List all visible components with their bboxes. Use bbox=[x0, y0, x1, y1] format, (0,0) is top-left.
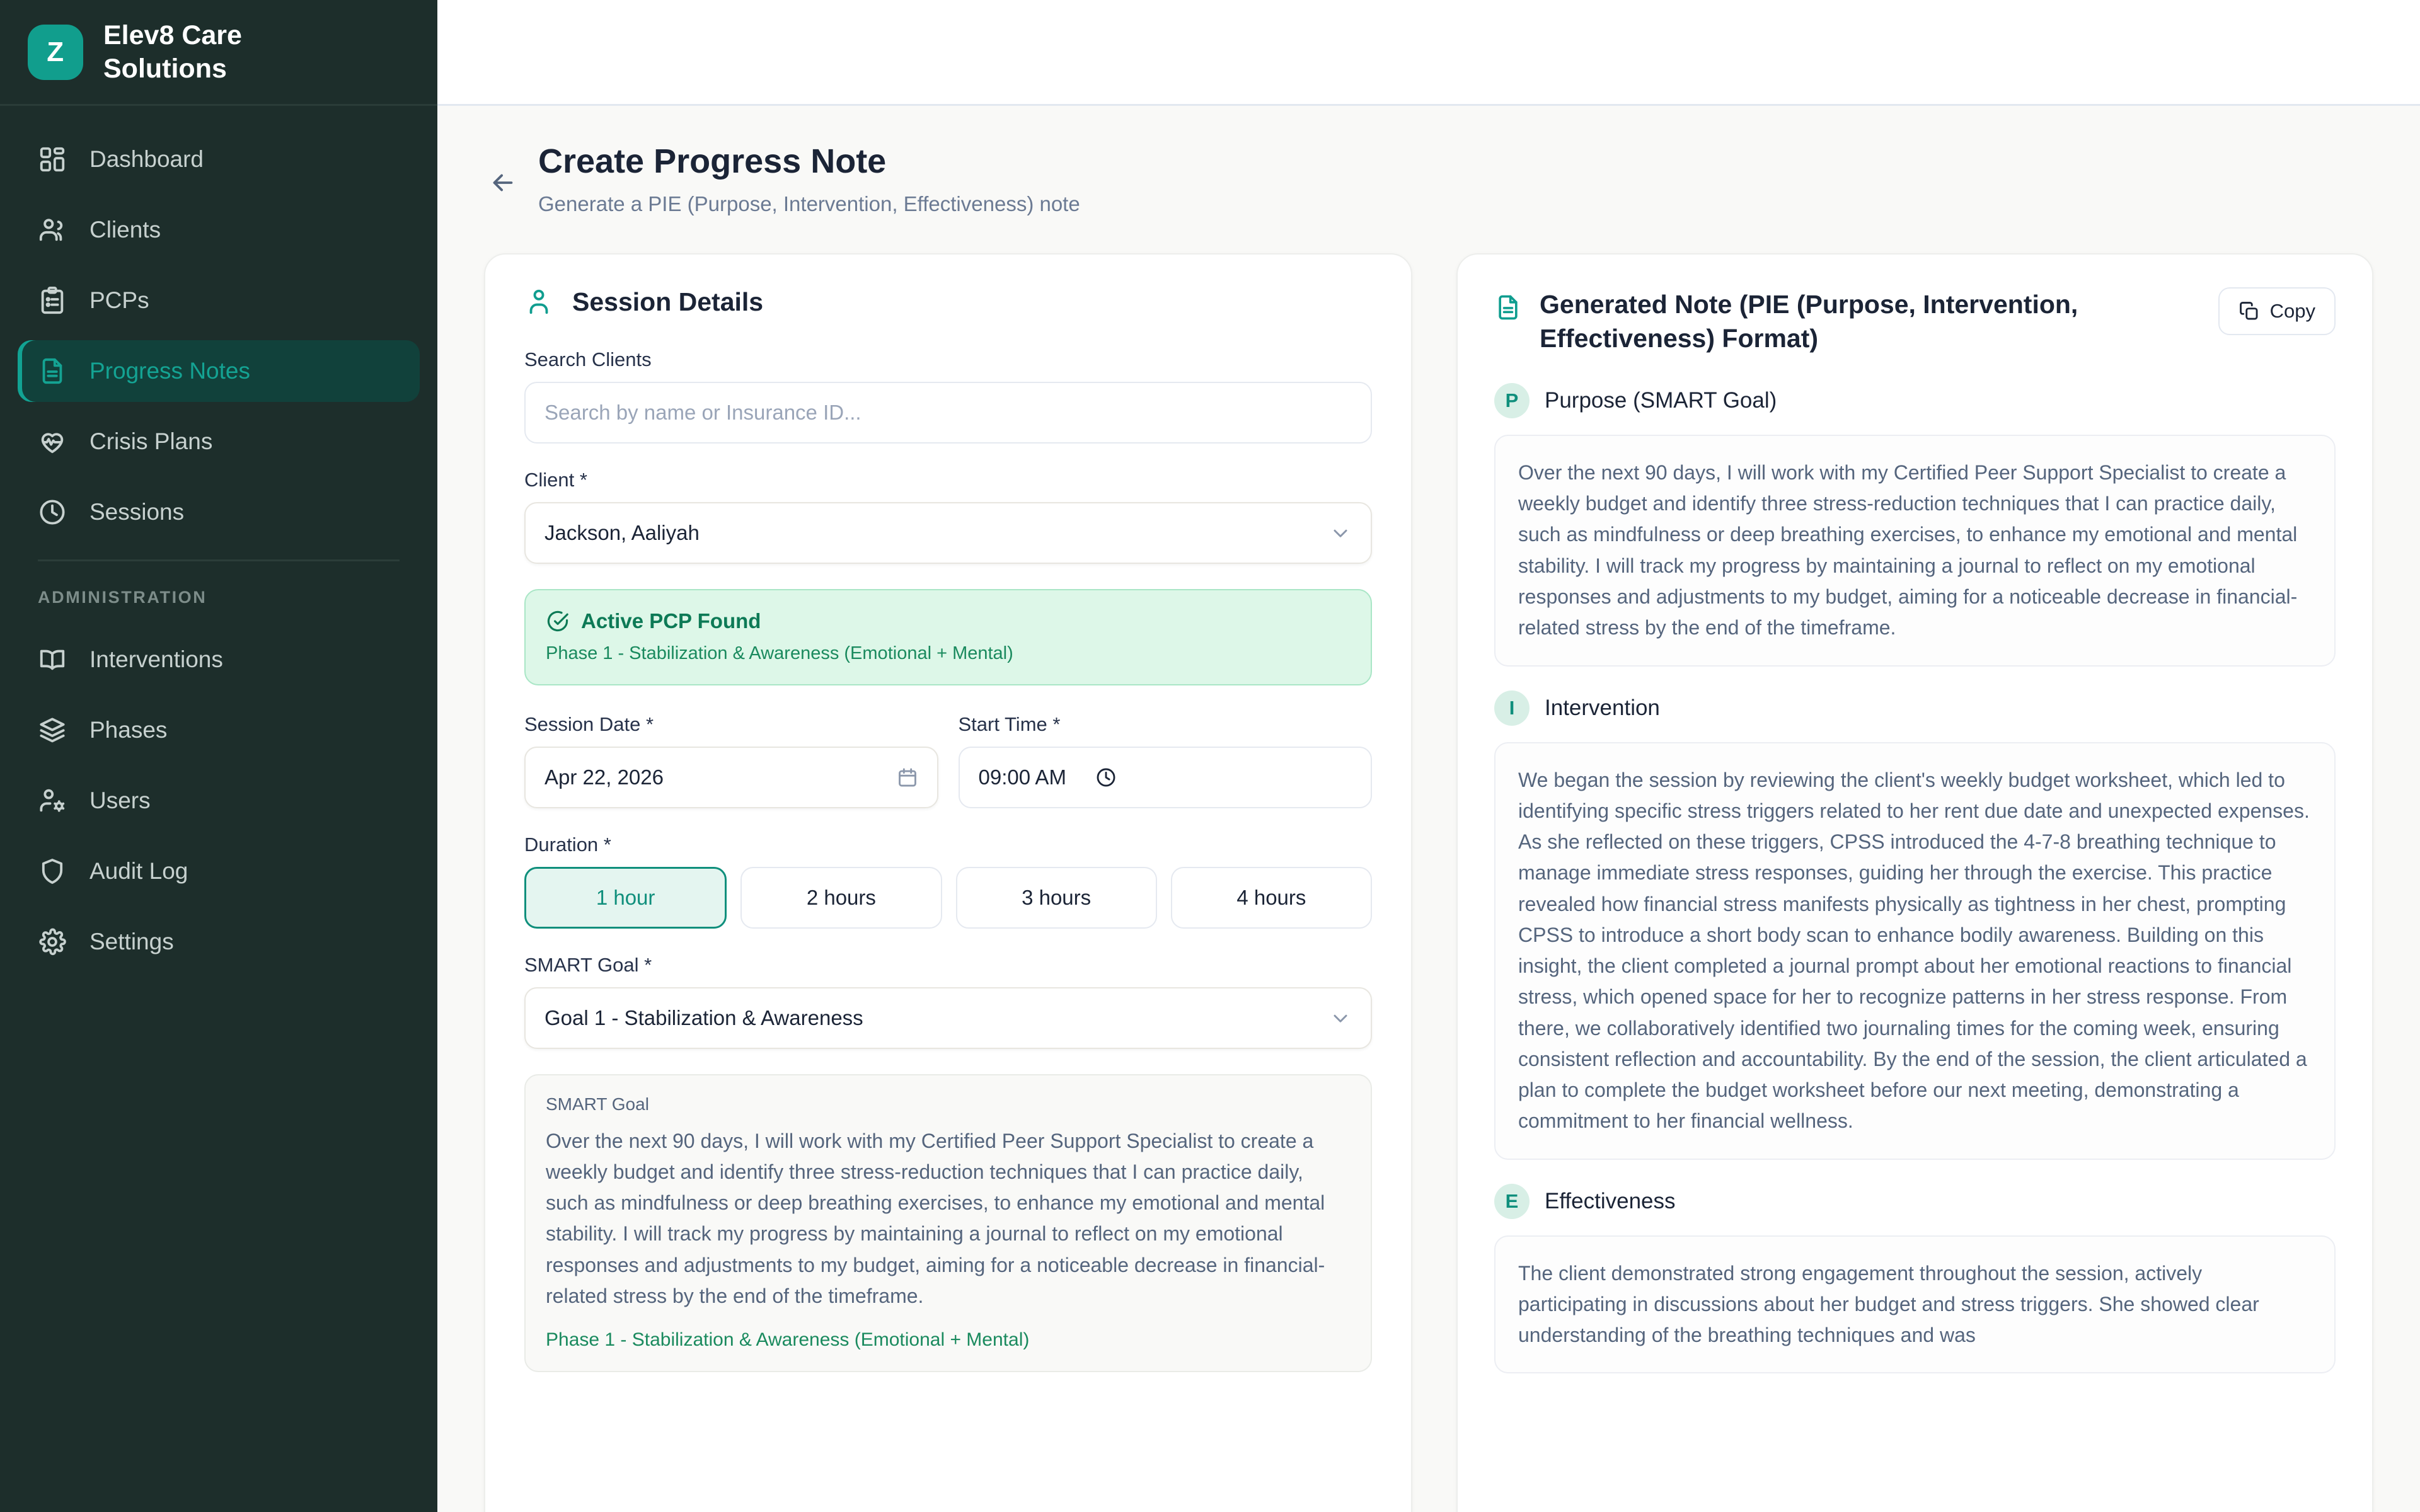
pie-section-text: Over the next 90 days, I will work with my Certified Peer Support Specialist to create a weekly budget and identify three stress-reduction techniques that I can practice daily, such as mindfulness or deep breathing exercises, to enhance my emotional and mental stability. I will track my progress by maintaining a journal to reflect on my emotional responses and adjustments to my budget, aiming for a noticeable decrease in financial-related stress by the end of the timeframe. bbox=[1494, 435, 2336, 667]
users-icon bbox=[38, 215, 67, 244]
user-cog-icon bbox=[38, 786, 67, 815]
client-select-value: Jackson, Aaliyah bbox=[544, 520, 700, 544]
heart-pulse-icon bbox=[38, 427, 67, 456]
pie-section-text: The client demonstrated strong engagement throughout the session, actively participating in discussions about her budget and stress triggers. She showed clear understanding of the breathing techniques and was bbox=[1494, 1235, 2336, 1374]
brand-logo: Z bbox=[28, 25, 83, 80]
brand-name: Elev8 Care Solutions bbox=[103, 20, 242, 84]
duration-option-1-hour[interactable]: 1 hour bbox=[524, 867, 727, 929]
sidebar-item-users[interactable] bbox=[18, 770, 420, 832]
generated-note-card bbox=[1456, 253, 2373, 1512]
client-field bbox=[524, 469, 1372, 564]
sidebar-item-settings[interactable] bbox=[18, 911, 420, 973]
sidebar-item-clients[interactable] bbox=[18, 199, 420, 261]
search-clients-label: Search Clients bbox=[524, 348, 652, 370]
active-pcp-title-row bbox=[546, 609, 1351, 633]
duration-option-3-hours[interactable]: 3 hours bbox=[956, 867, 1157, 929]
chevron-down-icon bbox=[1329, 522, 1352, 544]
pie-section-header bbox=[1494, 690, 2336, 726]
topbar bbox=[437, 0, 2420, 106]
start-time-input[interactable] bbox=[959, 747, 1373, 808]
start-time-field bbox=[959, 713, 1373, 808]
sidebar-section-administration: ADMINISTRATION bbox=[38, 588, 207, 607]
copy-button[interactable] bbox=[2218, 287, 2336, 335]
smart-goal-field bbox=[524, 954, 1372, 1049]
clipboard-list-icon bbox=[38, 286, 67, 315]
sidebar-item-sessions[interactable] bbox=[18, 481, 420, 543]
session-details-card bbox=[484, 253, 1412, 1512]
client-label: Client * bbox=[524, 468, 587, 491]
status-badge: I bbox=[1494, 690, 1530, 726]
session-details-header bbox=[524, 287, 1372, 317]
session-details-title: Session Details bbox=[572, 287, 764, 316]
sidebar-item-label: Progress Notes bbox=[89, 358, 250, 384]
smart-goal-label: SMART Goal * bbox=[524, 953, 652, 976]
brand-header bbox=[0, 0, 437, 106]
sidebar-item-label: Crisis Plans bbox=[89, 428, 213, 454]
page-subtitle: Generate a PIE (Purpose, Intervention, Effectiveness) note bbox=[538, 192, 1080, 215]
sidebar-item-label: Audit Log bbox=[89, 858, 188, 884]
smart-goal-select-value: Goal 1 - Stabilization & Awareness bbox=[544, 1005, 863, 1029]
gear-icon bbox=[38, 927, 67, 956]
clock-icon bbox=[38, 498, 67, 527]
session-date-value: Apr 22, 2026 bbox=[544, 765, 664, 789]
pie-section-label: Purpose (SMART Goal) bbox=[1545, 387, 1777, 413]
page-title: Create Progress Note bbox=[538, 142, 887, 180]
shield-icon bbox=[38, 857, 67, 886]
layers-icon bbox=[38, 716, 67, 745]
smart-goal-detail-text: Over the next 90 days, I will work with my Certified Peer Support Specialist to create a weekly budget and identify three stress-reduction techniques that I can practice daily, such as mindfulness or deep breathing exercises, to enhance my emotional and mental stability. I will track my progress by maintaining a journal to reflect on my emotional responses and adjustments to my budget, aiming for a noticeable decrease in financial-related stress by the end of the timeframe. bbox=[546, 1129, 1325, 1308]
session-date-input[interactable] bbox=[524, 747, 938, 808]
sidebar-nav bbox=[0, 106, 437, 982]
smart-goal-detail-box bbox=[524, 1074, 1372, 1373]
sidebar-item-label: Interventions bbox=[89, 646, 223, 672]
sidebar-item-label: PCPs bbox=[89, 287, 149, 313]
arrow-left-icon bbox=[488, 168, 517, 197]
back-button[interactable] bbox=[484, 164, 522, 202]
sidebar-item-audit-log[interactable] bbox=[18, 840, 420, 902]
page-header bbox=[484, 141, 2373, 218]
file-text-icon bbox=[1494, 294, 1522, 321]
calendar-icon[interactable] bbox=[897, 767, 918, 788]
smart-goal-detail-label: SMART Goal bbox=[546, 1094, 649, 1114]
sidebar bbox=[0, 0, 437, 1512]
chevron-down-icon bbox=[1329, 1007, 1352, 1029]
date-time-row bbox=[524, 713, 1372, 808]
sidebar-item-pcps[interactable] bbox=[18, 270, 420, 331]
sidebar-item-dashboard[interactable] bbox=[18, 129, 420, 190]
sidebar-item-label: Dashboard bbox=[89, 146, 204, 172]
pie-section-header bbox=[1494, 383, 2336, 418]
grid-icon bbox=[38, 145, 67, 174]
smart-goal-detail-phase: Phase 1 - Stabilization & Awareness (Emotional + Mental) bbox=[546, 1329, 1030, 1351]
sidebar-item-label: Phases bbox=[89, 717, 168, 743]
clock-icon[interactable] bbox=[1095, 767, 1117, 788]
active-pcp-title: Active PCP Found bbox=[581, 609, 761, 633]
generated-note-header bbox=[1494, 287, 2336, 355]
active-pcp-subtitle: Phase 1 - Stabilization & Awareness (Emotional + Mental) bbox=[546, 643, 1013, 663]
sidebar-item-phases[interactable] bbox=[18, 699, 420, 761]
pie-section-text: We began the session by reviewing the client's weekly budget worksheet, which led to identifying specific stress triggers related to her rent due date and unexpected expenses. As she reflected on these triggers, CPSS introduced the 4-7-8 breathing technique to manage immediate stress responses, guiding her through the exercise. This practice revealed how financial stress manifests physically as tightness in her chest, prompting CPSS to introduce a short body scan to enhance bodily awareness. Building on this insight, the client completed a journal prompt about her emotional reactions to financial stress, which opened space for her to recognize patterns in her stress response. From there, we collaboratively identified two journaling times for the coming week, ensuring consistent reflection and accountability. By the end of the session, the client articulated a plan to complete the budget worksheet before our next meeting, demonstrating a commitment to her financial wellness. bbox=[1494, 742, 2336, 1160]
sidebar-item-label: Users bbox=[89, 788, 151, 813]
start-time-value: 09:00 AM bbox=[978, 765, 1066, 789]
copy-icon bbox=[2238, 301, 2260, 322]
active-pcp-banner bbox=[524, 589, 1372, 685]
duration-options bbox=[524, 867, 1372, 929]
sidebar-divider bbox=[38, 559, 400, 561]
client-select[interactable] bbox=[524, 502, 1372, 564]
pie-section-label: Effectiveness bbox=[1545, 1188, 1676, 1213]
search-input[interactable]: Search by name or Insurance ID... bbox=[524, 382, 1372, 444]
sidebar-item-label: Clients bbox=[89, 217, 161, 243]
start-time-label: Start Time * bbox=[958, 713, 1061, 735]
file-text-icon bbox=[38, 357, 67, 386]
duration-field bbox=[524, 833, 1372, 929]
page-content bbox=[437, 106, 2420, 1512]
sidebar-item-interventions[interactable] bbox=[18, 629, 420, 690]
generated-note-title: Generated Note (PIE (Purpose, Intervention, Effectiveness) Format) bbox=[1540, 289, 2078, 353]
duration-label: Duration * bbox=[524, 833, 611, 856]
copy-button-label: Copy bbox=[2269, 299, 2315, 322]
sidebar-item-crisis-plans[interactable] bbox=[18, 411, 420, 472]
duration-option-2-hours[interactable]: 2 hours bbox=[740, 867, 942, 929]
pie-section-purpose bbox=[1494, 383, 2336, 667]
two-column-layout bbox=[484, 253, 2373, 1512]
pie-section-label: Intervention bbox=[1545, 695, 1660, 720]
user-icon bbox=[524, 287, 553, 316]
book-open-icon bbox=[38, 645, 67, 674]
pie-section-header bbox=[1494, 1184, 2336, 1219]
smart-goal-select[interactable] bbox=[524, 987, 1372, 1049]
sidebar-item-label: Sessions bbox=[89, 499, 185, 525]
main-area bbox=[437, 0, 2420, 1512]
status-badge: E bbox=[1494, 1184, 1530, 1219]
session-date-label: Session Date * bbox=[524, 713, 654, 735]
status-badge: P bbox=[1494, 383, 1530, 418]
session-date-field bbox=[524, 713, 938, 808]
search-clients-field bbox=[524, 348, 1372, 444]
pie-section-intervention bbox=[1494, 690, 2336, 1160]
sidebar-item-progress-notes[interactable] bbox=[18, 340, 420, 402]
sidebar-item-label: Settings bbox=[89, 929, 174, 954]
generated-note-title-group bbox=[1494, 287, 2107, 355]
duration-option-4-hours[interactable]: 4 hours bbox=[1171, 867, 1372, 929]
check-circle-icon bbox=[546, 609, 570, 633]
pie-section-effectiveness bbox=[1494, 1184, 2336, 1374]
